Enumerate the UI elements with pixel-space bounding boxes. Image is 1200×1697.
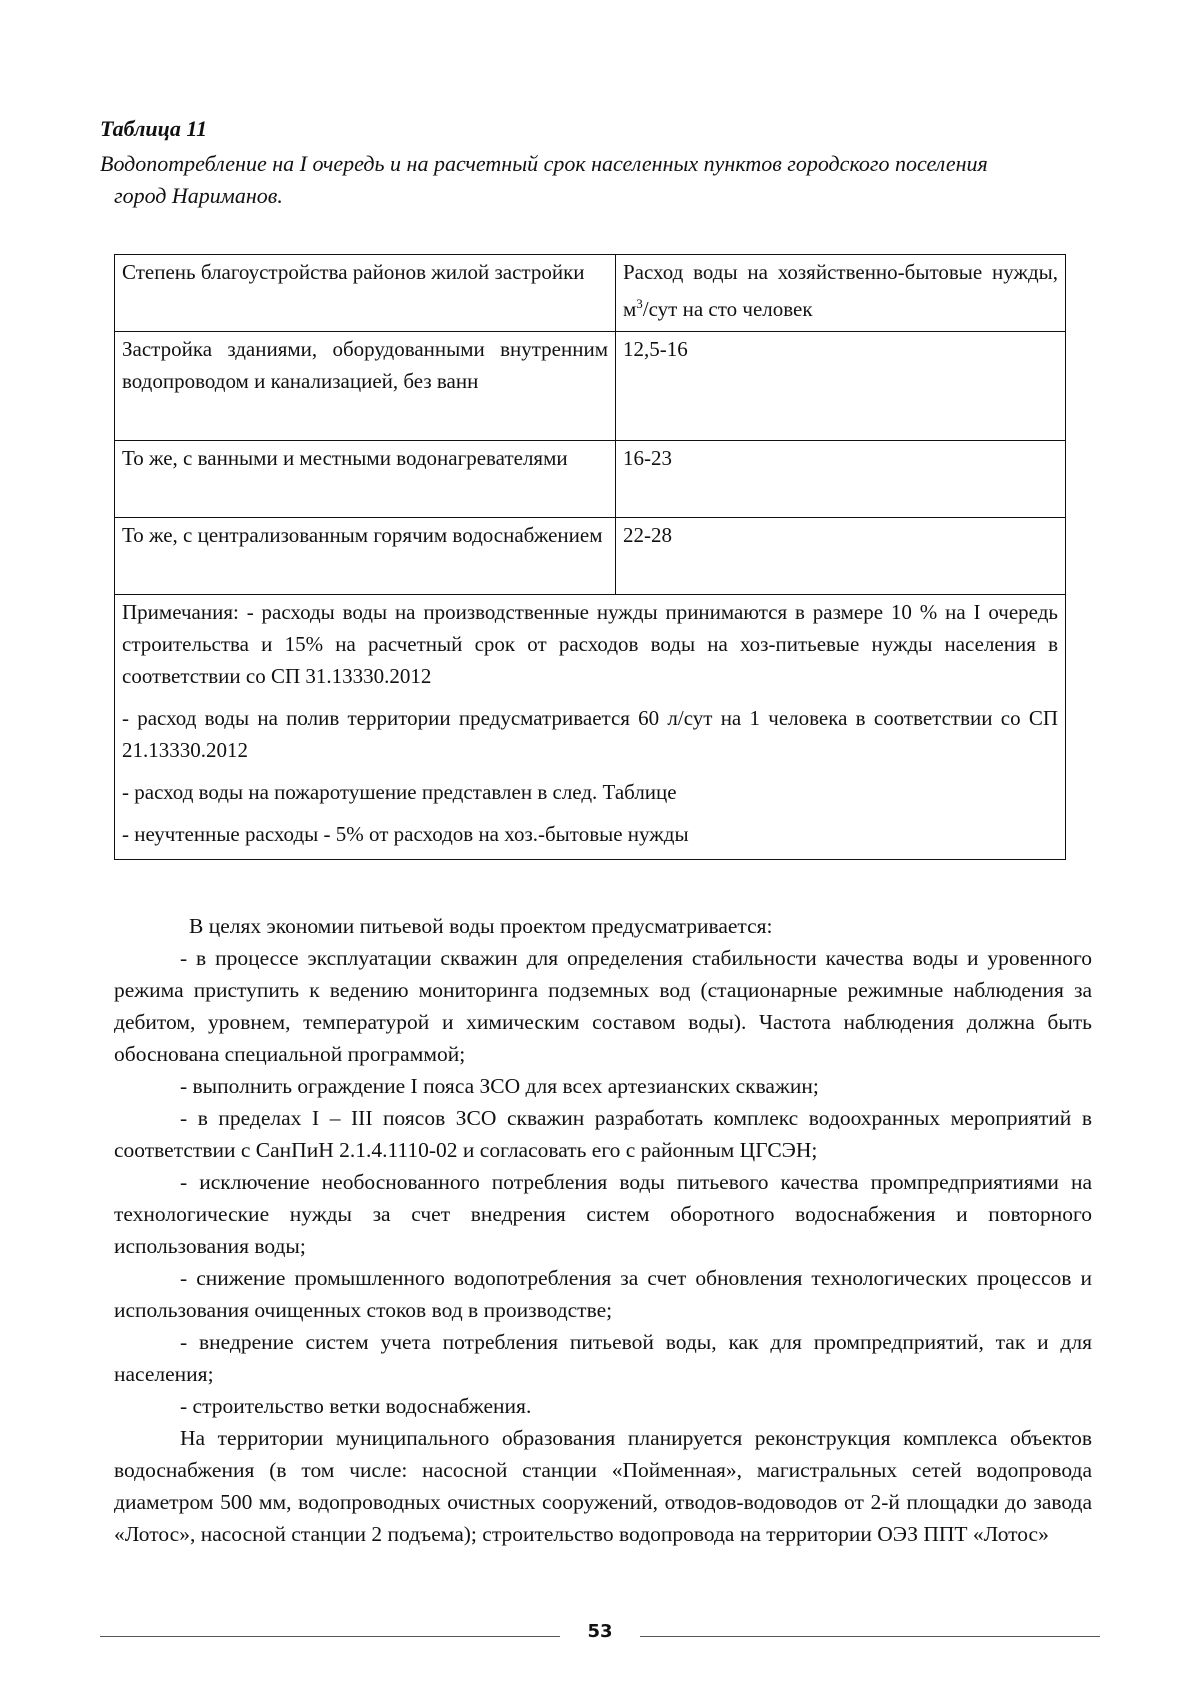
header-cell-water-rate	[616, 255, 1066, 332]
table-notes-cell	[115, 595, 1066, 860]
table-row	[115, 332, 1066, 441]
body-paragraph: - внедрение систем учета потребления питьевой воды, как для промпредприятий, так и для населения;	[114, 1330, 1092, 1386]
table-note: Примечания: - расходы воды на производственные нужды принимаются в размере 10 % на I очередь строительства и 15% на расчетный срок от расходов воды на хоз-питьевые нужды населения в соответствии со СП 31.13330.2012	[122, 600, 1058, 688]
footer-rule-right	[640, 1636, 1100, 1637]
table-header-row	[115, 255, 1066, 332]
header-water-rate-sup: 3	[636, 296, 643, 311]
table-caption-subtitle-line2: город Нариманов.	[114, 183, 283, 208]
body-paragraph: - выполнить ограждение I пояса ЗСО для всех артезианских скважин;	[180, 1074, 819, 1098]
body-paragraph: - в процессе эксплуатации скважин для определения стабильности качества воды и уровенного режима приступить к ведению мониторинга подземных вод (стационарные режимные наблюдения за дебитом, уровнем, температурой и химическим составом воды). Частота наблюдения должна быть обоснована специальной программой;	[114, 946, 1092, 1066]
table-row	[115, 441, 1066, 518]
body-text	[114, 910, 1092, 1550]
row-name-cell: То же, с ванными и местными водонагревателями	[115, 441, 616, 518]
body-paragraph: - снижение промышленного водопотребления за счет обновления технологических процессов и использования очищенных стоков вод в производстве;	[114, 1266, 1092, 1322]
body-paragraph: - строительство ветки водоснабжения.	[180, 1394, 532, 1418]
row-value-cell: 22-28	[616, 518, 1066, 595]
table-notes-row	[115, 595, 1066, 860]
header-cell-improvement-degree: Степень благоустройства районов жилой застройки	[115, 255, 616, 332]
table-caption-title: Таблица 11	[100, 116, 208, 141]
table-row	[115, 518, 1066, 595]
body-paragraph: На территории муниципального образования планируется реконструкция комплекса объектов водоснабжения (в том числе: насосной станции «Пойменная», магистральных сетей водопровода диаметром 500 мм, водопроводных очистных сооружений, отводов-водоводов от 2-й площадки до завода «Лотос», насосной станции 2 подъема); строительство водопровода на территории ОЭЗ ППТ «Лотос»	[114, 1426, 1092, 1546]
body-paragraph: В целях экономии питьевой воды проектом предусматривается:	[189, 914, 773, 938]
water-consumption-table	[114, 254, 1066, 860]
body-paragraph: - исключение необоснованного потребления воды питьевого качества промпредприятиями на технологические нужды за счет внедрения систем оборотного водоснабжения и повторного использования воды;	[114, 1170, 1092, 1258]
row-value-cell: 16-23	[616, 441, 1066, 518]
table-note: - расход воды на полив территории предусматривается 60 л/сут на 1 человека в соответствии со СП 21.13330.2012	[122, 706, 1058, 762]
page-number: 53	[587, 1621, 613, 1642]
table-note: - расход воды на пожаротушение представлен в след. Таблице	[122, 780, 677, 804]
table-note: - неучтенные расходы - 5% от расходов на хоз.-бытовые нужды	[122, 822, 689, 846]
header-water-rate-prefix: Расход воды на хозяйственно-бытовые нужды, м	[623, 260, 1058, 321]
body-paragraph: - в пределах I – III поясов ЗСО скважин разработать комплекс водоохранных мероприятий в соответствии с СанПиН 2.1.4.1110-02 и согласовать его с районным ЦГСЭН;	[114, 1106, 1092, 1162]
table-caption-subtitle	[100, 148, 1100, 212]
row-name-cell: То же, с централизованным горячим водоснабжением	[115, 518, 616, 595]
header-water-rate-suffix: /сут на сто человек	[642, 297, 813, 321]
row-name-cell: Застройка зданиями, оборудованными внутренним водопроводом и канализацией, без ванн	[115, 332, 616, 441]
footer-rule-left	[100, 1636, 560, 1637]
table-caption-subtitle-line1: Водопотребление на I очередь и на расчетный срок населенных пунктов городского поселения	[100, 151, 988, 176]
row-value-cell: 12,5-16	[616, 332, 1066, 441]
